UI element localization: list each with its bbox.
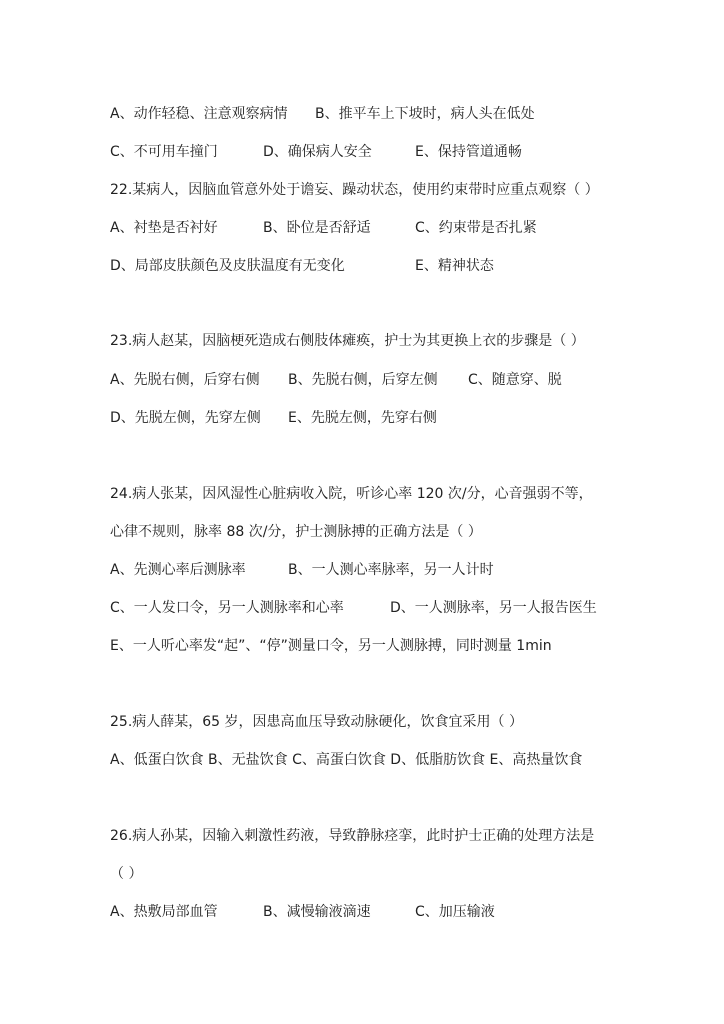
q22-stem-text: 22.某病人，因脑血管意外处于谵妄、躁动状态，使用约束带时应重点观察（ ） <box>110 182 599 198</box>
q25-options-text: A、低蛋白饮食 B、无盐饮食 C、高蛋白饮食 D、低脂肪饮食 E、高热量饮食 <box>110 752 583 768</box>
q22-option-c: C、约束带是否扎紧 <box>415 220 537 236</box>
q24-option-c: C、一人发口令，另一人测脉率和心率 <box>110 600 344 616</box>
q21-option-d: D、确保病人安全 <box>263 144 372 160</box>
q24-option-d: D、一人测脉率，另一人报告医生 <box>390 600 597 616</box>
q24-stem-text-1: 24.病人张某，因风湿性心脏病收入院，听诊心率 120 次/分，心音强弱不等， <box>110 486 593 502</box>
q21-option-b: B、推平车上下坡时，病人头在低处 <box>315 106 535 122</box>
q24-option-a: A、先测心率后测脉率 <box>110 562 246 578</box>
q25-stem-text: 25.病人薛某，65 岁，因患高血压导致动脉硬化，饮食宜采用（ ） <box>110 714 523 730</box>
q26-option-b: B、减慢输液滴速 <box>263 904 371 920</box>
q23-option-b: B、先脱右侧，后穿左侧 <box>288 372 438 388</box>
q26-option-a: A、热敷局部血管 <box>110 904 218 920</box>
q24-option-b: B、一人测心率脉率，另一人计时 <box>288 562 494 578</box>
q23-option-d: D、先脱左侧，先穿左侧 <box>110 410 261 426</box>
q24-option-e: E、一人听心率发“起”、“停”测量口令，另一人测脉搏，同时测量 1min <box>110 638 552 654</box>
q22-option-a: A、衬垫是否衬好 <box>110 220 218 236</box>
q22-option-b: B、卧位是否舒适 <box>263 220 371 236</box>
q23-stem-text: 23.病人赵某，因脑梗死造成右侧肢体瘫痪，护士为其更换上衣的步骤是（ ） <box>110 333 585 349</box>
q21-option-c: C、不可用车撞门 <box>110 144 218 160</box>
q23-option-a: A、先脱右侧，后穿右侧 <box>110 372 260 388</box>
q26-stem-text-1: 26.病人孙某，因输入刺激性药液，导致静脉痉挛，此时护士正确的处理方法是 <box>110 828 595 844</box>
q21-option-e: E、保持管道通畅 <box>415 144 522 160</box>
q26-stem-text-2: （ ） <box>110 866 143 882</box>
q24-stem-text-2: 心律不规则，脉率 88 次/分，护士测脉搏的正确方法是（ ） <box>110 524 482 540</box>
q23-option-e: E、先脱左侧，先穿右侧 <box>288 410 437 426</box>
q22-option-d: D、局部皮肤颜色及皮肤温度有无变化 <box>110 258 345 274</box>
q23-option-c: C、随意穿、脱 <box>468 372 562 388</box>
q21-option-a: A、动作轻稳、注意观察病情 <box>110 106 288 122</box>
q26-option-c: C、加压输液 <box>415 904 495 920</box>
q22-option-e: E、精神状态 <box>415 258 494 274</box>
